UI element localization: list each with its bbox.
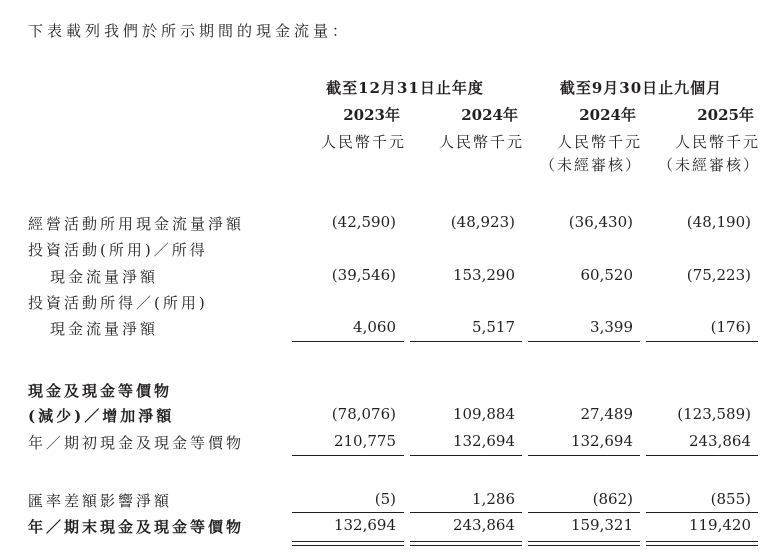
header-group-ninemonth: 截至9月30日止九個月 xyxy=(559,79,723,97)
header-year-2: 2024年 xyxy=(461,106,518,124)
cell: (855) xyxy=(710,490,751,508)
header-unit-4: 人民幣千元 xyxy=(674,133,760,151)
cell: (5) xyxy=(374,490,396,508)
subtotal-rule xyxy=(646,455,758,456)
intro-text: 下表載列我們於所示期間的現金流量： xyxy=(28,22,352,40)
header-group-annual: 截至12月31日止年度 xyxy=(326,79,484,97)
subtotal-rule xyxy=(646,512,758,513)
subtotal-rule xyxy=(410,512,522,513)
row-label-investing-1: 投資活動(所用)／所得 xyxy=(28,241,208,259)
row-label-fx-effect: 匯率差額影響淨額 xyxy=(28,492,173,510)
header-unit-2: 人民幣千元 xyxy=(438,133,524,151)
total-double-rule xyxy=(410,541,522,546)
header-audit-4: （未經審核） xyxy=(657,156,760,174)
subtotal-rule xyxy=(646,341,758,342)
cell: 132,694 xyxy=(333,516,396,534)
row-label-investing-2: 投資活動所得／(所用) xyxy=(28,294,208,312)
cell: (39,546) xyxy=(331,266,396,284)
cell: 243,864 xyxy=(452,516,515,534)
header-unit-3: 人民幣千元 xyxy=(556,133,642,151)
cell: 109,884 xyxy=(452,405,515,423)
cell: 243,864 xyxy=(688,432,751,450)
subtotal-rule xyxy=(292,455,404,456)
cell: 159,321 xyxy=(570,516,633,534)
cell: 132,694 xyxy=(570,432,633,450)
total-double-rule xyxy=(292,541,404,546)
cell: 132,694 xyxy=(452,432,515,450)
header-year-1: 2023年 xyxy=(343,106,400,124)
cell: 4,060 xyxy=(353,318,396,336)
subtotal-rule xyxy=(528,341,640,342)
row-label-closing-cash: 年／期末現金及現金等價物 xyxy=(28,518,245,536)
subtotal-rule xyxy=(528,455,640,456)
row-label-investing-2-net: 現金流量淨額 xyxy=(50,320,159,338)
row-label-net-change-2: (減少)／增加淨額 xyxy=(28,407,175,425)
row-label-investing-1-net: 現金流量淨額 xyxy=(50,268,159,286)
subtotal-rule xyxy=(528,512,640,513)
subtotal-rule xyxy=(410,455,522,456)
cell: 60,520 xyxy=(580,266,633,284)
header-year-3: 2024年 xyxy=(579,106,636,124)
subtotal-rule xyxy=(292,512,404,513)
cell: 27,489 xyxy=(580,405,633,423)
cell: (862) xyxy=(592,490,633,508)
cell: 119,420 xyxy=(688,516,751,534)
cell: 153,290 xyxy=(452,266,515,284)
subtotal-rule xyxy=(410,341,522,342)
subtotal-rule xyxy=(292,341,404,342)
row-label-operating: 經營活動所用現金流量淨額 xyxy=(28,215,245,233)
header-audit-3: （未經審核） xyxy=(539,156,642,174)
cell: (48,190) xyxy=(686,213,751,231)
header-year-4: 2025年 xyxy=(697,106,754,124)
total-double-rule xyxy=(646,541,758,546)
row-label-net-change-1: 現金及現金等價物 xyxy=(28,382,173,400)
row-label-opening-cash: 年／期初現金及現金等價物 xyxy=(28,434,245,452)
cell: (42,590) xyxy=(331,213,396,231)
cell: (75,223) xyxy=(686,266,751,284)
cell: (36,430) xyxy=(568,213,633,231)
cell: (78,076) xyxy=(331,405,396,423)
cell: 3,399 xyxy=(590,318,633,336)
cell: 5,517 xyxy=(472,318,515,336)
cell: (123,589) xyxy=(677,405,751,423)
header-unit-1: 人民幣千元 xyxy=(320,133,406,151)
cell: 210,775 xyxy=(333,432,396,450)
cell: (176) xyxy=(710,318,751,336)
cell: (48,923) xyxy=(450,213,515,231)
total-double-rule xyxy=(528,541,640,546)
cell: 1,286 xyxy=(472,490,515,508)
